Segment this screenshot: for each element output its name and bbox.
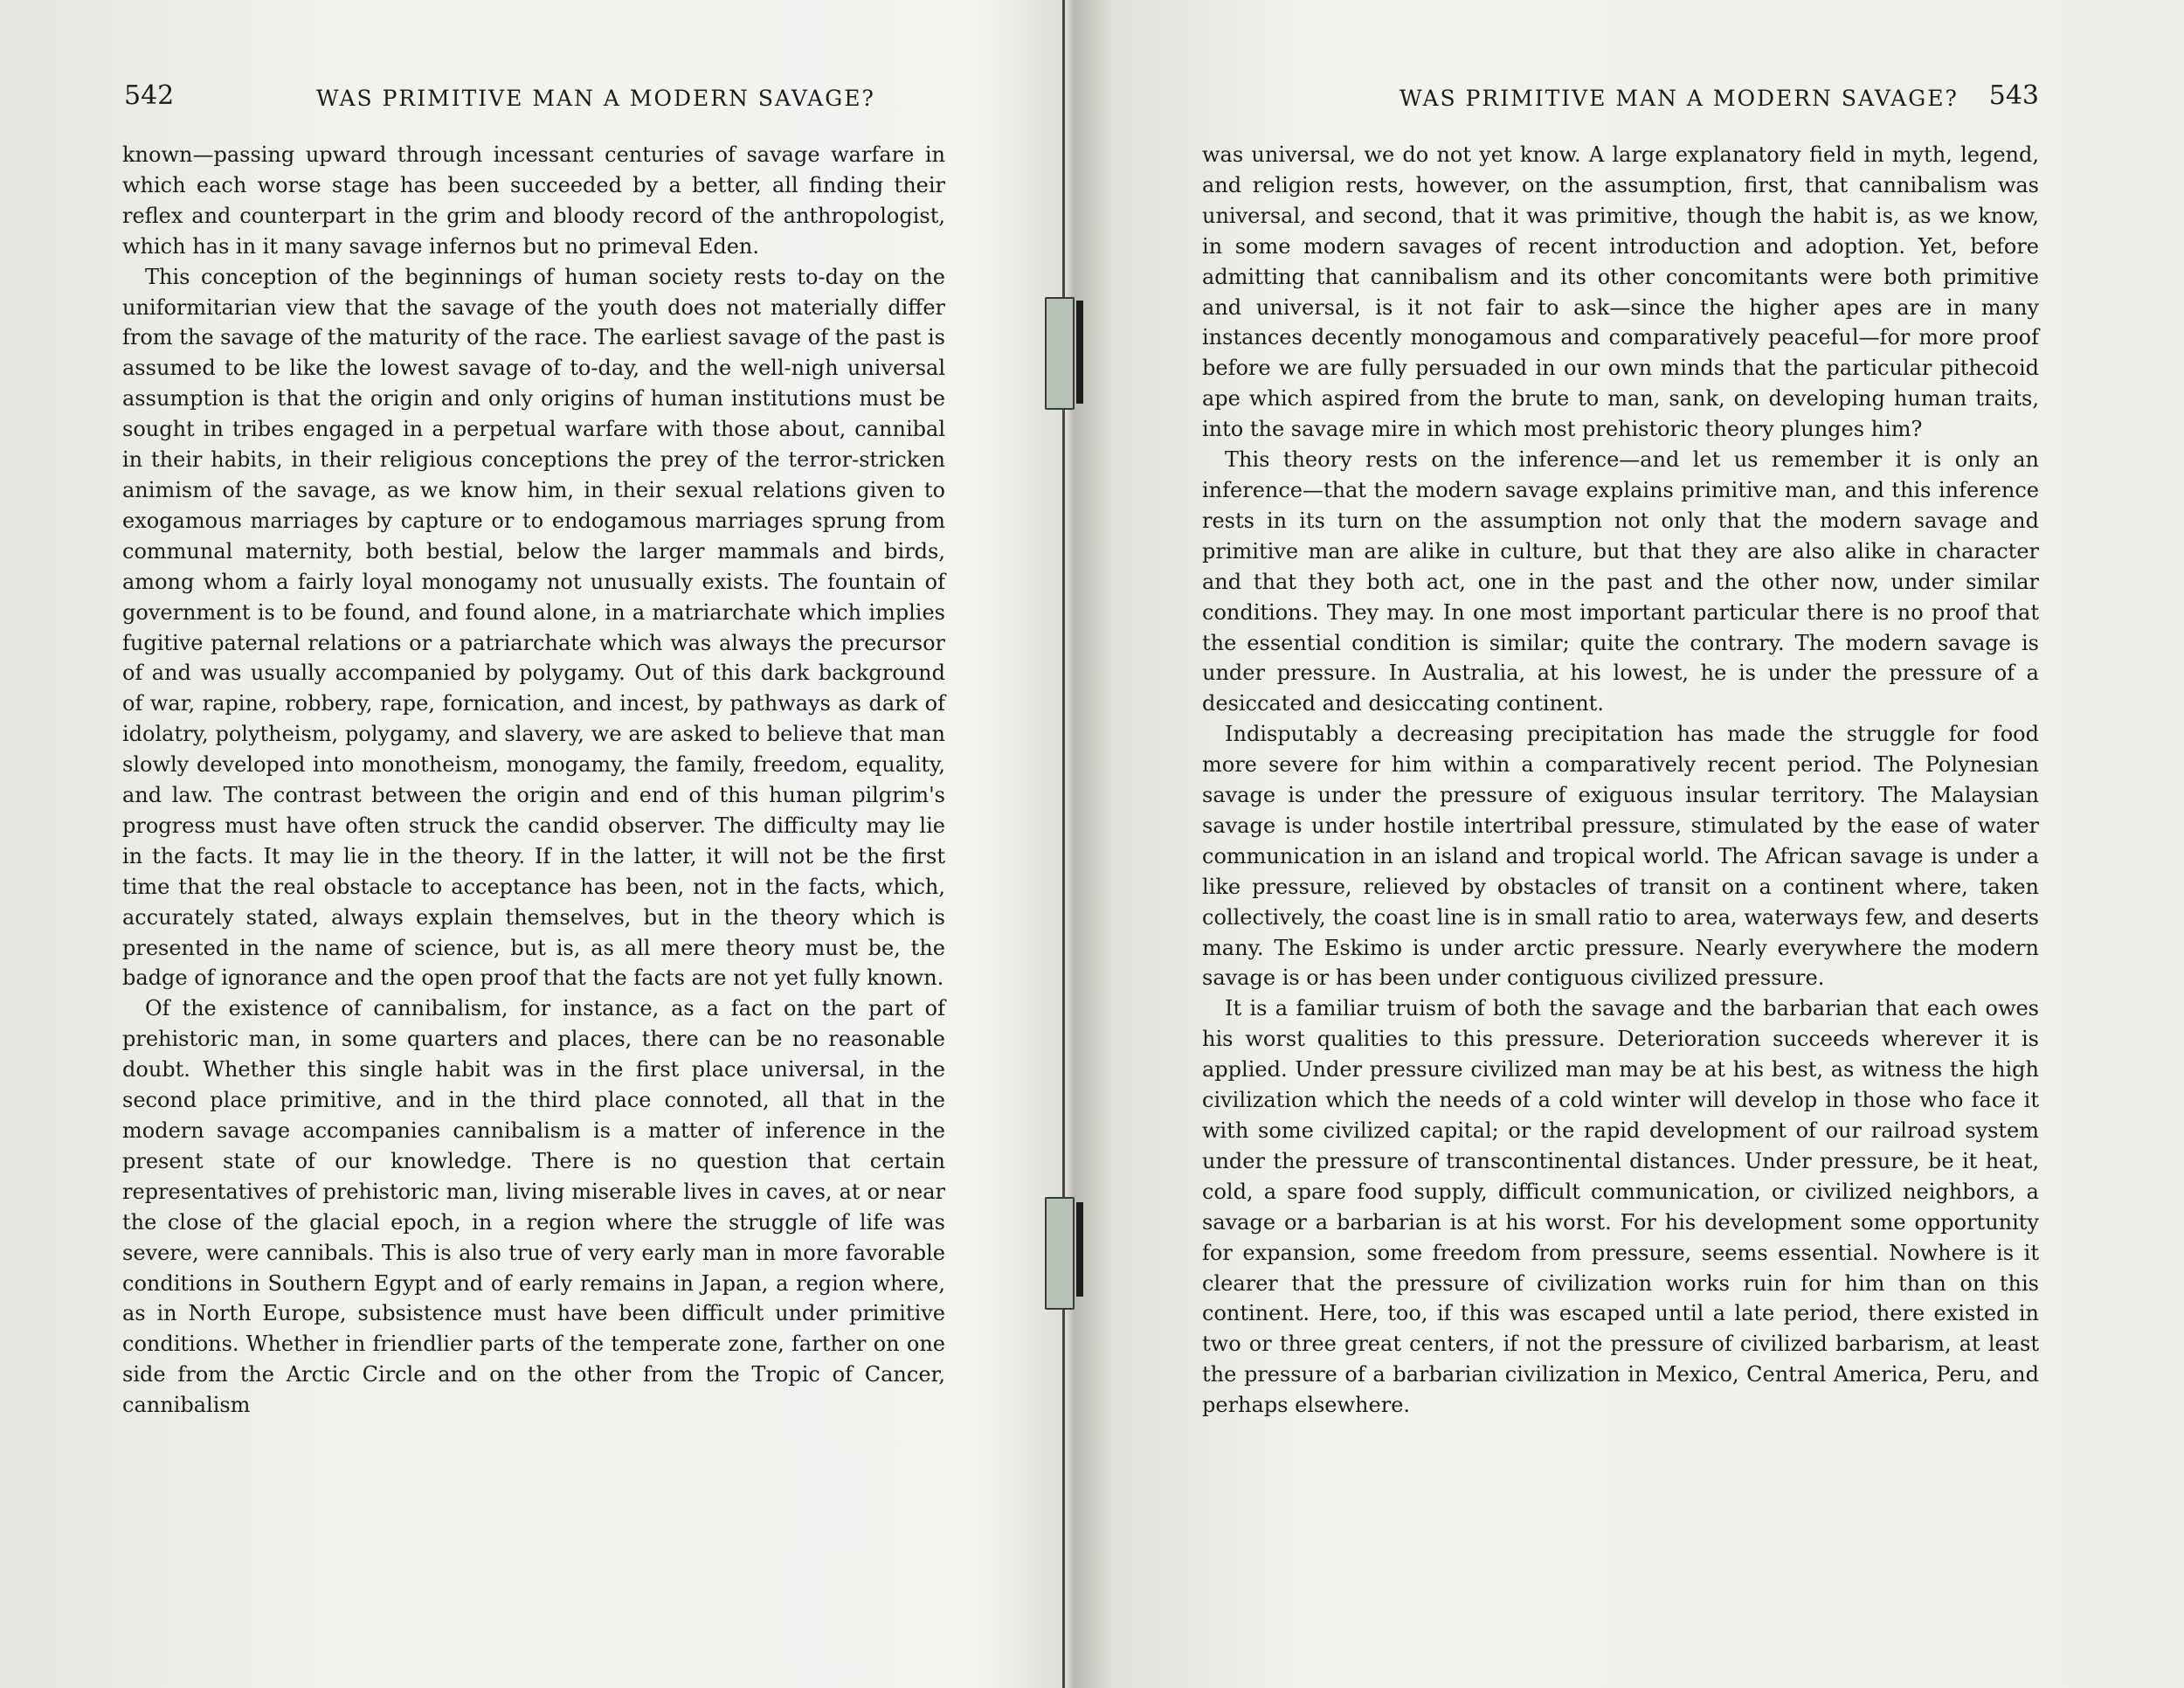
paragraph: This conception of the beginnings of human society rests to-day on the uniformitarian view that the savage of the youth does not materially differ from the savage of the maturity of the race. The earliest savage of the past is assumed to be like the lowest savage of to-day, and the well-nigh universal assumption is that the origin and only origins of human institutions must be sought in tribes engaged in a perpetual warfare with those about, cannibal in their habits, in their religious conceptions the prey of the terror-stricken animism of the savage, as we know him, in their sexual relations given to exogamous marriages by capture or to endogamous marriages sprung from communal maternity, both bestial, below the larger mammals and birds, among whom a fairly loyal monogamy not unusually exists. The fountain of government is to be found, and found alone, in a matriarchate which implies fugitive paternal relations or a patriarchate which was always the precursor of and was usually accompanied by polygamy. Out of this dark background of war, rapine, robbery, rape, fornication, and incest, by pathways as dark of idolatry, polytheism, polygamy, and slavery, we are asked to believe that man slowly developed into monotheism, monogamy, the family, freedom, equality, and law. The contrast between the origin and end of this human pilgrim's progress must have often struck the candid observer. The difficulty may lie in the facts. It may lie in the theory. If in the latter, it will not be the first time that the real obstacle to acceptance has been, not in the facts, which, accurately stated, always explain themselves, but in the theory which is presented in the name of science, but is, as all mere theory must be, the badge of ignorance and the open proof that the facts are not yet fully known.: [122, 264, 945, 991]
left-page-body: [122, 140, 945, 1421]
paragraph: Indisputably a decreasing precipitation has made the struggle for food more severe for him within a comparatively recent period. The Polynesian savage is under the pressure of exiguous insular territory. The Malaysian savage is under hostile intertribal pressure, stimulated by the ease of water communication in an island and tropical world. The African savage is under a like pressure, relieved by obstacles of transit on a continent where, taken collectively, the coast line is in small ratio to area, waterways few, and deserts many. The Eskimo is under arctic pressure. Nearly everywhere the modern savage is or has been under contiguous civilized pressure.: [1202, 722, 2039, 991]
paragraph: Of the existence of cannibalism, for instance, as a fact on the part of prehistoric man, in some quarters and places, there can be no reasonable doubt. Whether this single habit was in the first place universal, in the second place primitive, and in the third place connoted, all that in the modern savage accompanies cannibalism is a matter of inference in the present state of our knowledge. There is no question that certain representatives of prehistoric man, living miserable lives in caves, at or near the close of the glacial epoch, in a region where the struggle of life was severe, were cannibals. This is also true of very early man in more favorable conditions in Southern Egypt and of early remains in Japan, a region where, as in North Europe, subsistence must have been difficult under primitive conditions. Whether in friendlier parts of the temperate zone, farther on one side from the Arctic Circle and on the other from the Tropic of Cancer, cannibalism: [122, 996, 945, 1418]
paragraph: It is a familiar truism of both the savage and the barbarian that each owes his worst qualities to this pressure. Deterioration succeeds wherever it is applied. Under pressure civilized man may be at his best, as witness the high civilization which the needs of a cold winter will develop in those who face it with some civilized capital; or the rapid development of our railroad system under the pressure of transcontinental distances. Under pressure, be it heat, cold, a spare food supply, difficult communication, or civilized neighbors, a savage or a barbarian is at his worst. For his development some opportunity for expansion, some freedom from pressure, seems essential. Nowhere is it clearer that the pressure of civilization works ruin for him than on this continent. Here, too, if this was escaped until a late period, there existed in two or three great centers, if not the pressure of civilized barbarism, at least the pressure of a barbarian civilization in Mexico, Central America, Peru, and perhaps elsewhere.: [1202, 996, 2039, 1418]
paragraph: This theory rests on the inference—and let us remember it is only an inference—that the modern savage explains primitive man, and this inference rests in its turn on the assumption not only that the modern savage and primitive man are alike in culture, but that they are also alike in character and that they both act, one in the past and the other now, under similar conditions. They may. In one most important particular there is no proof that the essential condition is similar; quite the contrary. The modern savage is under pressure. In Australia, at his lowest, he is under the pressure of a desiccated and desiccating continent.: [1202, 447, 2039, 716]
running-head: WAS PRIMITIVE MAN A MODERN SAVAGE?: [316, 86, 875, 111]
left-page-header: [122, 80, 945, 115]
left-page: [122, 0, 945, 1688]
binding-gutter: [1062, 0, 1065, 1688]
right-page-body: [1202, 140, 2039, 1421]
page-number: 543: [1988, 80, 2039, 111]
binding-tape-top: [1045, 297, 1075, 410]
binding-mark-top: [1076, 301, 1083, 404]
page-number: 542: [124, 80, 175, 111]
binding-mark-bottom: [1076, 1202, 1083, 1297]
right-page-header: [1202, 80, 2039, 115]
running-head: WAS PRIMITIVE MAN A MODERN SAVAGE?: [1400, 86, 1959, 111]
paragraph: known—passing upward through incessant centuries of savage warfare in which each worse stage has been succeeded by a better, all finding their reflex and counterpart in the grim and bloody record of the anthropologist, which has in it many savage infernos but no primeval Eden.: [122, 142, 945, 259]
right-page: [1202, 0, 2039, 1688]
binding-tape-bottom: [1045, 1197, 1075, 1310]
paragraph: was universal, we do not yet know. A large explanatory field in myth, legend, and religion rests, however, on the assumption, first, that cannibalism was universal, and second, that it was primitive, though the habit is, as we know, in some modern savages of recent introduction and adoption. Yet, before admitting that cannibalism and its other concomitants were both primitive and universal, is it not fair to ask—since the higher apes are in many instances decently monogamous and comparatively peaceful—for more proof before we are fully persuaded in our own minds that the particular pithecoid ape which aspired from the brute to man, sank, on developing human traits, into the savage mire in which most prehistoric theory plunges him?: [1202, 142, 2039, 442]
